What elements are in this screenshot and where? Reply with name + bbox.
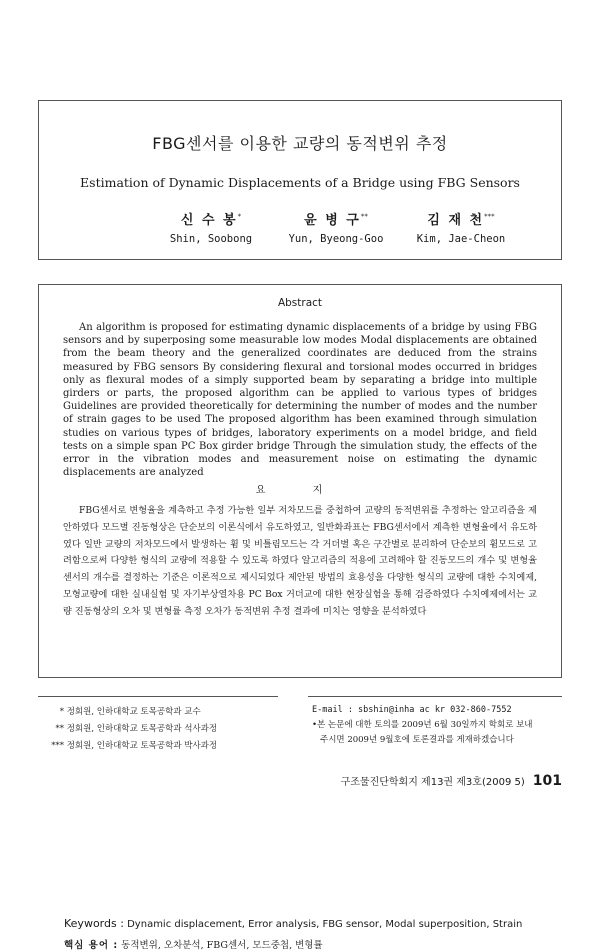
abstract-text: An algorithm is proposed for estimating dynamic displacements of a bridge by using FBG sensors and by superposing some measurable low modes Modal displacements are obtained from the beam theory and the generalized coordinates are deduced from the strains measured by FBG sensors By considering flexural and torsional modes occurred in bridges only as flexural modes of a simply supported beam by separating a bridge into multiple girders or parts, the proposed algorithm can be applied to various types of bridges Guidelines are provided theoretically for determining the number of modes and the number of strain gages to be used The proposed algorithm has been examined through simulation studies on various types of bridges, laboratory experiments on a model bridge, and field tests on a simple span PC Box girder bridge Through the simulation study, the effects of the error in the vibration modes and measurement noise on estimating the dynamic displacements are analyzed: [63, 322, 537, 479]
footnote-3: *** 정회원, 인하대학교 토목공학과 박사과정: [51, 741, 218, 751]
keywords-korean: [64, 937, 323, 951]
author-2-name-ko: 윤 병 구**: [304, 212, 368, 228]
page-number: 101: [532, 773, 562, 789]
yoji-heading: 요 지: [255, 485, 345, 496]
paper-title-korean: FBG센서를 이용한 교량의 동적변위 추정: [152, 134, 448, 153]
footnote-1: * 정회원, 인하대학교 토목공학과 교수: [59, 707, 201, 717]
yoji-text: FBG센서로 변형율을 계측하고 추정 가능한 일부 저차모드를 중첩하여 교량의 동적변위를 추정하는 알고리즘을 제안하였다 모드별 진동형상은 단순보의 이론식에서 유도하였고, 일반화좌표는 FBG센서에서 계측한 변형율에서 유도하였다 일반 교량의 저차모드에서 발생하는 휨 및 비틀림모드는 각 거더별 혹은 구간별로 분리하여 단순보의 휨모드로 고려함으로써 다양한 형식의 교량에 적용할 수 있도록 하였다 알고리즘의 적용에 고려해야 할 진동모드의 개수 및 변형율 센서의 개수를 결정하는 기준은 이론적으로 제시되었다 제안된 방법의 효용성을 다양한 형식의 교량에 대한 수치예제, 모형교량에 대한 실내실험 및 자기부상열차용 PC Box 거더교에 대한 현장실험을 통해 검증하였다 수치예제에서는 교량 진동형상의 오차 및 변형률 측정 오차가 동적변위 추정 결과에 미치는 영향을 분석하였다: [63, 505, 537, 617]
footnote-2: ** 정회원, 인하대학교 토목공학과 석사과정: [55, 724, 218, 734]
keywords-english: [64, 917, 522, 930]
author-3-name-ko: 김 재 천***: [427, 212, 495, 228]
keywords-english-list: Dynamic displacement, Error analysis, FBG sensor, Modal superposition, Strain: [127, 919, 523, 930]
page-footer: [341, 773, 562, 789]
discussion-notice-line-2: 주시면 2009년 9월호에 토론결과를 게재하겠습니다: [320, 735, 514, 745]
author-3-name-en: Kim, Jae-Cheon: [416, 233, 506, 245]
author-1-name-en: Shin, Soobong: [169, 233, 253, 245]
contact-email: E-mail : sbshin@inha ac kr 032-860-7552: [312, 705, 512, 715]
keywords-english-label: Keywords :: [64, 917, 124, 930]
footnotes-contact: [312, 703, 562, 748]
keywords-korean-label: 핵심 용어 :: [64, 940, 119, 951]
discussion-notice-line-1: •본 논문에 대한 토의를 2009년 6월 30일까지 학회로 보내: [312, 720, 533, 730]
footnote-rule-left: [38, 696, 278, 697]
author-1-name-ko: 신 수 봉*: [180, 212, 242, 228]
keywords-korean-list: 동적변위, 오차분석, FBG센서, 모드중첩, 변형률: [121, 940, 323, 951]
footnote-rule-right: [308, 696, 562, 697]
paper-title-english: Estimation of Dynamic Displacements of a Bridge using FBG Sensors: [80, 175, 520, 190]
author-2-name-en: Yun, Byeong-Goo: [288, 233, 384, 245]
journal-citation: 구조물진단학회지 제13권 제3호(2009 5): [340, 777, 525, 788]
title-box: [38, 100, 562, 260]
abstract-heading: Abstract: [277, 297, 323, 309]
footnotes-affiliations: [50, 704, 217, 755]
